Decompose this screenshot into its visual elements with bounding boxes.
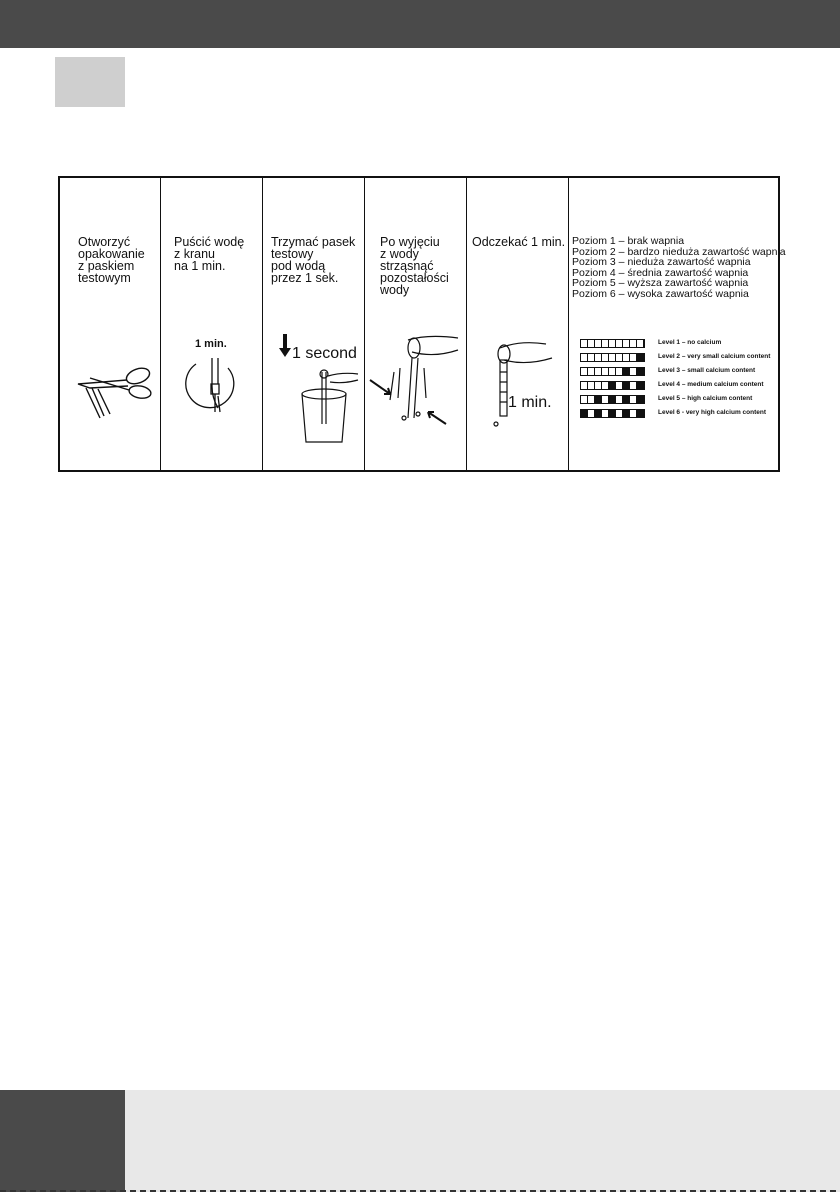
step-2-image-label: 1 min. — [195, 338, 227, 350]
level-en-label: Level 1 – no calcium — [658, 339, 722, 346]
column-divider — [160, 178, 161, 470]
column-divider — [568, 178, 569, 470]
tap-water-icon — [182, 358, 242, 414]
step-3-text: Trzymać pasek testowy pod wodą przez 1 sek. — [271, 235, 356, 285]
scissors-icon — [70, 358, 156, 428]
level-en-label: Level 2 – very small calcium content — [658, 353, 771, 360]
level-en-label: Level 5 – high calcium content — [658, 395, 753, 402]
level-pl-item: Poziom 4 – średnia zawartość wapnia — [572, 266, 749, 279]
level-pl-item: Poziom 3 – nieduża zawartość wapnia — [572, 256, 751, 269]
shake-strip-icon — [368, 328, 464, 428]
level-en-label: Level 3 – small calcium content — [658, 367, 756, 374]
level-pl-item: Poziom 2 – bardzo nieduża zawartość wapnia — [572, 245, 786, 258]
step-3-image-label: 1 second — [292, 345, 357, 362]
step-4-text: Po wyjęciu z wody strząsnąć pozostałości wody — [380, 235, 449, 297]
level-strip — [580, 367, 645, 376]
level-en-label: Level 4 – medium calcium content — [658, 381, 764, 388]
level-strip — [580, 339, 645, 348]
level-pl-item: Poziom 6 – wysoka zawartość wapnia — [572, 287, 749, 300]
step-5-image-label: 1 min. — [508, 394, 552, 411]
footer-bar — [0, 1090, 840, 1192]
column-divider — [466, 178, 467, 470]
level-strip — [580, 353, 645, 362]
column-divider — [364, 178, 365, 470]
level-en-label: Level 6 - very high calcium content — [658, 409, 767, 416]
level-pl-item: Poziom 5 – wyższa zawartość wapnia — [572, 277, 749, 290]
step-2-text: Puścić wodę z kranu na 1 min. — [174, 235, 245, 273]
levels-polish-list — [572, 236, 786, 300]
level-strip — [580, 409, 645, 418]
wait-strip-icon — [480, 330, 566, 430]
step-5-text: Odczekać 1 min. — [472, 235, 566, 249]
step-1-text: Otworzyć opakowanie z paskiem testowym — [78, 235, 145, 285]
footer-page-tab — [0, 1090, 125, 1192]
level-strip — [580, 395, 645, 404]
level-strip — [580, 381, 645, 390]
column-divider — [262, 178, 263, 470]
instruction-table — [58, 176, 786, 472]
cup-with-strip-icon — [292, 364, 362, 444]
header-bar — [0, 0, 840, 48]
arrow-down-icon — [278, 334, 292, 358]
section-marker-box — [55, 57, 125, 107]
level-pl-item: Poziom 1 – brak wapnia — [572, 235, 685, 247]
